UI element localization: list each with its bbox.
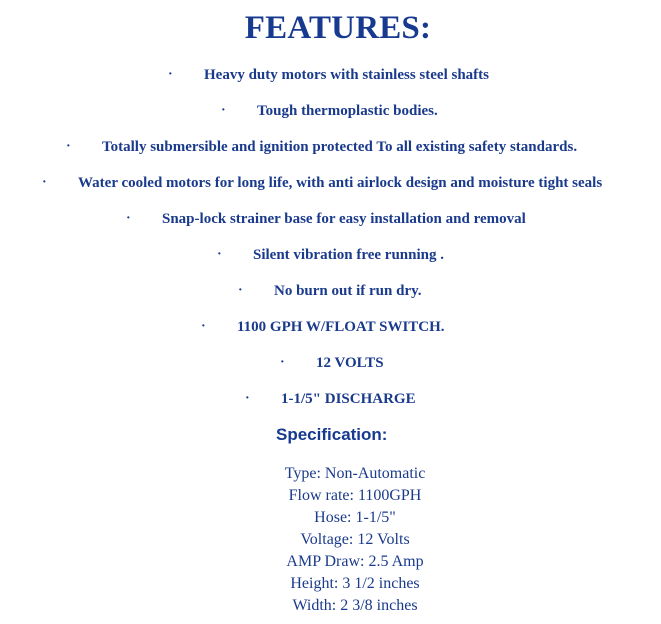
spec-voltage: Voltage: 12 Volts bbox=[300, 531, 410, 548]
features-list bbox=[0, 62, 661, 422]
feature-item bbox=[0, 206, 661, 242]
feature-text: No burn out if run dry. bbox=[274, 283, 422, 299]
feature-text: 1100 GPH W/FLOAT SWITCH. bbox=[237, 319, 445, 335]
spec-hose: Hose: 1-1/5" bbox=[314, 509, 396, 526]
spec-flow-rate: Flow rate: 1100GPH bbox=[288, 487, 422, 504]
bullet-icon: · bbox=[126, 211, 131, 226]
feature-text: 12 VOLTS bbox=[316, 355, 384, 371]
page-title: FEATURES: bbox=[244, 10, 432, 46]
feature-item bbox=[0, 170, 661, 206]
feature-item bbox=[0, 350, 661, 386]
feature-item bbox=[0, 242, 661, 278]
feature-text: Snap-lock strainer base for easy installation and removal bbox=[162, 211, 526, 227]
feature-text: Silent vibration free running . bbox=[253, 247, 444, 263]
spec-amp-draw: AMP Draw: 2.5 Amp bbox=[286, 553, 424, 570]
bullet-icon: · bbox=[238, 283, 243, 298]
feature-item bbox=[0, 98, 661, 134]
feature-item bbox=[0, 386, 661, 422]
specification-list bbox=[0, 463, 661, 617]
specification-heading: Specification: bbox=[276, 425, 388, 444]
feature-item bbox=[0, 134, 661, 170]
spec-type: Type: Non-Automatic bbox=[284, 465, 426, 482]
bullet-icon: · bbox=[66, 139, 71, 154]
spec-height: Height: 3 1/2 inches bbox=[290, 575, 420, 592]
bullet-icon: · bbox=[245, 391, 250, 406]
feature-text: Water cooled motors for long life, with anti airlock design and moisture tight seals bbox=[78, 175, 603, 191]
bullet-icon: · bbox=[217, 247, 222, 262]
feature-text: Heavy duty motors with stainless steel shafts bbox=[204, 67, 489, 83]
feature-item bbox=[0, 278, 661, 314]
feature-text: Totally submersible and ignition protected To all existing safety standards. bbox=[102, 139, 578, 155]
spec-width: Width: 2 3/8 inches bbox=[292, 597, 418, 614]
feature-text: Tough thermoplastic bodies. bbox=[257, 103, 438, 119]
feature-text: 1-1/5" DISCHARGE bbox=[281, 391, 416, 407]
feature-item bbox=[0, 314, 661, 350]
feature-item bbox=[0, 62, 661, 98]
bullet-icon: · bbox=[168, 67, 173, 82]
bullet-icon: · bbox=[42, 175, 47, 190]
bullet-icon: · bbox=[201, 319, 206, 334]
bullet-icon: · bbox=[280, 355, 285, 370]
bullet-icon: · bbox=[221, 103, 226, 118]
